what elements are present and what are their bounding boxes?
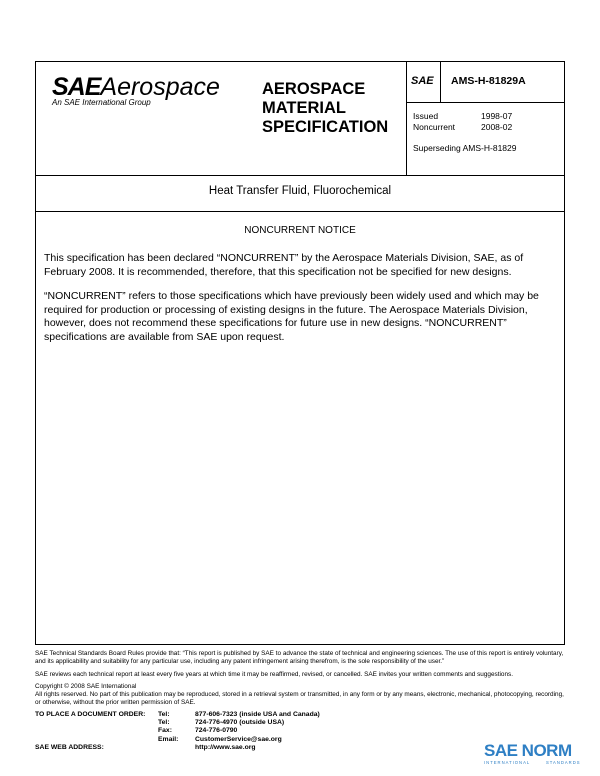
- superseding-text: Superseding AMS-H-81829: [413, 143, 517, 153]
- issued-value: 1998-07: [481, 111, 513, 121]
- contact-value-tel-1: 877-606-7323 (inside USA and Canada): [195, 711, 320, 718]
- watermark-sub-left: INTERNATIONAL: [484, 760, 531, 765]
- issued-label: Issued: [413, 111, 439, 121]
- contact-key-email: Email:: [158, 735, 179, 743]
- order-label: TO PLACE A DOCUMENT ORDER:: [35, 711, 146, 718]
- issued-row: [413, 111, 513, 121]
- document-frame: [35, 61, 565, 645]
- logo-sae-text: SAE: [52, 73, 101, 101]
- contact-value-email[interactable]: CustomerService@sae.org: [195, 735, 282, 743]
- contact-value-tel-2: 724-776-4970 (outside USA): [195, 719, 285, 727]
- noncurrent-row: [413, 122, 513, 132]
- document-info-box: [407, 62, 564, 175]
- title-line-3: SPECIFICATION: [262, 118, 389, 136]
- watermark-sub-right: STANDARDS: [546, 760, 581, 765]
- footer-rules-text: SAE Technical Standards Board Rules provide that: “This report is published by SAE to advance the state of technical and engineering sciences. The use of this report is entirely voluntary, and its applicability and suitability for any particular use, including any patent infringement arising therefrom, is the sole responsibility of the user.”: [35, 650, 564, 666]
- contact-value-fax: 724-776-0790: [195, 727, 238, 735]
- noncurrent-value: 2008-02: [481, 122, 513, 132]
- contact-key-tel-1: Tel:: [158, 711, 170, 718]
- notice-heading: NONCURRENT NOTICE: [244, 225, 356, 236]
- notice-paragraph-1: This specification has been declared “NONCURRENT” by the Aerospace Materials Division, SAE, as of February 2008. It is recommended, therefore, that this specification not be specified for new designs.: [44, 252, 524, 278]
- title-bar: [36, 175, 564, 212]
- document-number: AMS-H-81829A: [451, 75, 526, 87]
- title-line-2: MATERIAL: [262, 99, 347, 117]
- web-address-link[interactable]: http://www.sae.org: [195, 743, 256, 751]
- footer-rights-text: All rights reserved. No part of this publication may be reproduced, stored in a retrieval system or transmitted, in any form or by any means, electronic, mechanical, photocopying, recording, or otherwise, without the prior written permission of SAE.: [35, 691, 564, 707]
- sae-small-logo: SAE: [411, 75, 434, 87]
- title-line-1: AEROSPACE: [262, 80, 366, 98]
- document-title: Heat Transfer Fluid, Fluorochemical: [208, 185, 392, 197]
- info-divider: [440, 62, 441, 102]
- document-header: [36, 62, 564, 176]
- spec-type-title: [262, 80, 388, 137]
- notice-paragraph-2: “NONCURRENT” refers to those specifications which have previously been widely used and which may be required for production or processing of existing designs in the future. The Aerospace Materials Division, however, does not recommend these specifications for future use in new designs. “NONCURRENT” specifications are available from SAE upon request.: [44, 290, 539, 343]
- sae-norm-watermark: [484, 741, 581, 765]
- contact-key-tel-2: Tel:: [158, 719, 170, 727]
- logo-aerospace-text: Aerospace: [100, 73, 220, 101]
- footer-review-text: SAE reviews each technical report at least every five years at which time it may be reaffirmed, revised, or cancelled. SAE invites your written comments and suggestions.: [35, 671, 513, 678]
- sae-aerospace-logo: [52, 74, 220, 107]
- footer-copyright: Copyright © 2008 SAE International: [35, 683, 137, 690]
- logo-tagline: An SAE International Group: [52, 98, 151, 107]
- noncurrent-label: Noncurrent: [413, 122, 456, 132]
- web-label: SAE WEB ADDRESS:: [35, 743, 104, 751]
- watermark-text: SAE NORM: [484, 741, 572, 760]
- contact-key-fax: Fax:: [158, 727, 172, 735]
